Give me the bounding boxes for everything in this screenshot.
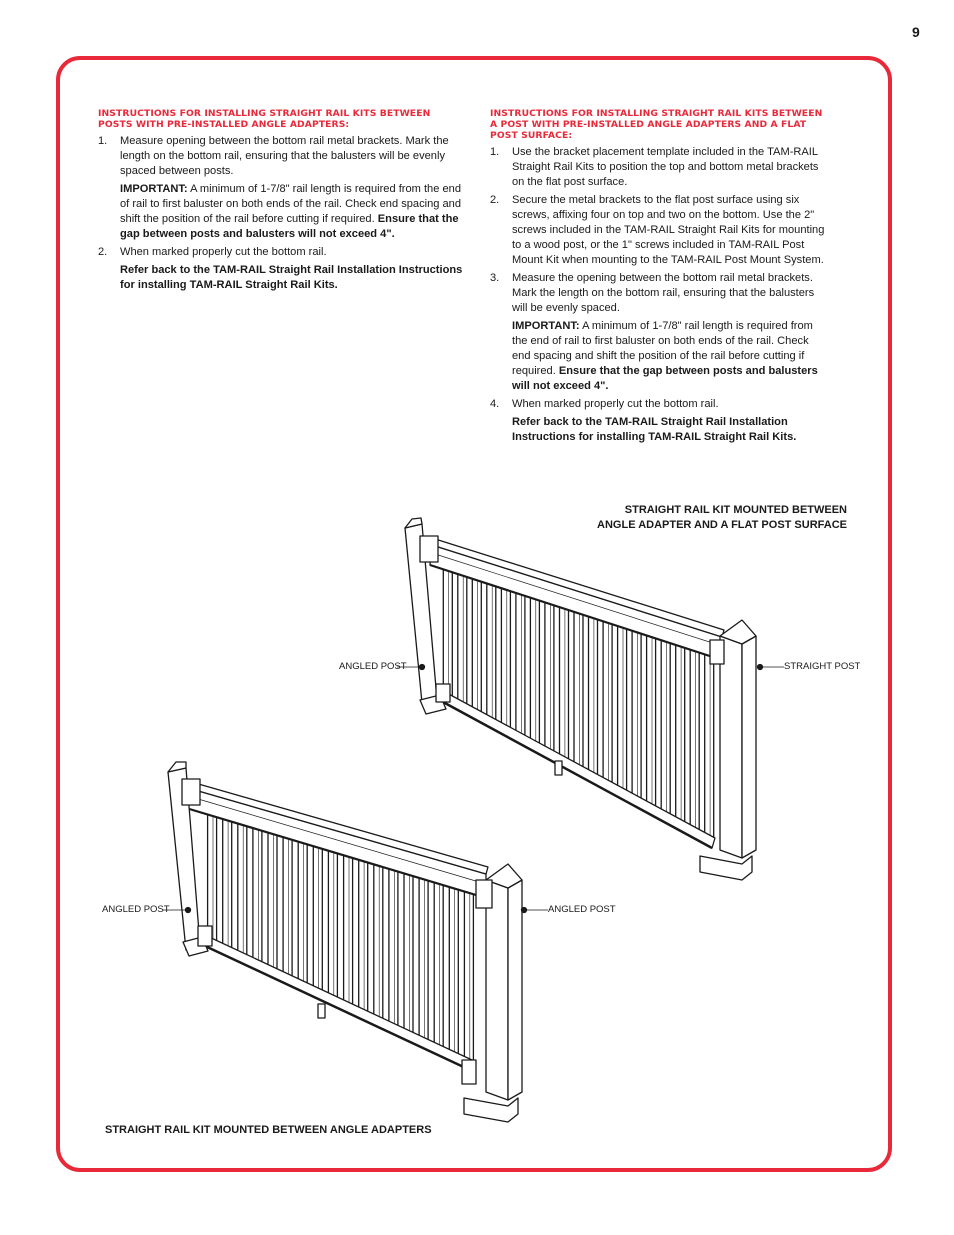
step-number: 1. bbox=[98, 135, 108, 147]
bottom-baluster bbox=[404, 870, 413, 1034]
bottom-left-callout-dot bbox=[186, 908, 191, 913]
top-straight-post-label: STRAIGHT POST bbox=[784, 661, 861, 672]
top-straight-post-side bbox=[742, 636, 756, 858]
important-text: A minimum of 1-7/8" rail length is required from the end of rail to first baluster on both ends of the rail. Check end spacing and shift the position of the rail before cutting if required. bbox=[120, 183, 462, 225]
top-caption-line-2: ANGLE ADAPTER AND A FLAT POST SURFACE bbox=[597, 519, 847, 531]
bottom-baluster bbox=[449, 885, 458, 1054]
step-text: When marked properly cut the bottom rail. bbox=[512, 398, 719, 410]
top-baluster bbox=[443, 562, 452, 699]
top-angle-adapter-top bbox=[420, 536, 438, 562]
bottom-baluster bbox=[344, 850, 353, 1006]
step-text: When marked properly cut the bottom rail. bbox=[120, 246, 327, 258]
bottom-baluster bbox=[389, 865, 398, 1027]
bottom-right-adapter-bottom bbox=[462, 1060, 476, 1084]
top-angle-adapter-bottom bbox=[436, 684, 450, 702]
bottom-baluster bbox=[253, 820, 262, 965]
top-baluster bbox=[676, 640, 685, 823]
top-baluster bbox=[618, 621, 627, 793]
bottom-baluster bbox=[223, 810, 232, 951]
bottom-baluster bbox=[359, 855, 368, 1013]
step-text: Secure the metal brackets to the flat post surface using six screws, affixing four on top and two on the bottom. Use the 2" screws included in the TAM-RAIL Straight Rail Kits for mounting to a wood post, or the 1" screws included in TAM-RAIL Post Mount Kit when mounting to the TAM-RAIL Post Mount System. bbox=[512, 194, 825, 266]
bottom-baluster bbox=[328, 845, 337, 999]
step-number: 3. bbox=[490, 272, 500, 284]
bottom-right-callout-dot bbox=[522, 908, 527, 913]
top-angled-post-label: ANGLED POST bbox=[339, 661, 407, 672]
bottom-left-adapter-top bbox=[182, 779, 200, 805]
top-baluster bbox=[574, 606, 583, 769]
top-baluster bbox=[603, 616, 612, 785]
top-baluster bbox=[545, 596, 554, 753]
bottom-right-post-front bbox=[486, 880, 508, 1100]
bottom-baluster bbox=[283, 830, 292, 978]
bottom-baluster bbox=[374, 860, 383, 1020]
right-heading: INSTRUCTIONS FOR INSTALLING STRAIGHT RAIL KITS BETWEEN A POST WITH PRE-INSTALLED ANGLE ADAPTERS AND A FLAT POST SURFACE: bbox=[490, 108, 823, 141]
left-heading: INSTRUCTIONS FOR INSTALLING STRAIGHT RAIL KITS BETWEEN POSTS WITH PRE-INSTALLED ANGLE ADAPTERS: bbox=[98, 108, 431, 130]
step-number: 2. bbox=[98, 246, 108, 258]
bottom-right-adapter-top bbox=[476, 880, 492, 908]
top-caption-line-1: STRAIGHT RAIL KIT MOUNTED BETWEEN bbox=[624, 504, 847, 516]
top-baluster bbox=[458, 567, 467, 707]
bottom-baluster bbox=[464, 890, 473, 1061]
bottom-figure-caption: STRAIGHT RAIL KIT MOUNTED BETWEEN ANGLE ADAPTERS bbox=[105, 1124, 432, 1136]
top-rail-support-block bbox=[555, 761, 562, 775]
step-text: Use the bracket placement template included in the TAM-RAIL Straight Rail Kits to position the top and bottom metal brackets on the flat post surface. bbox=[512, 146, 819, 188]
bottom-baluster bbox=[434, 880, 443, 1047]
bottom-rail-kit-illustration bbox=[168, 762, 522, 1122]
step-text: Measure the opening between the bottom rail metal brackets. Mark the length on the bottom rail, ensuring that the balusters will be evenly spaced. bbox=[512, 272, 815, 314]
top-rail-bracket bbox=[710, 640, 724, 664]
top-baluster bbox=[560, 601, 569, 761]
bottom-rail-support-block bbox=[318, 1004, 325, 1018]
top-straight-post-front bbox=[720, 636, 742, 858]
top-baluster bbox=[501, 582, 510, 731]
step-number: 4. bbox=[490, 398, 500, 410]
top-right-callout-dot bbox=[758, 665, 763, 670]
page-number: 9 bbox=[912, 24, 920, 40]
bottom-bottom-rail bbox=[205, 936, 472, 1070]
important-text: A minimum of 1-7/8" rail length is required from the end of rail to first baluster on both ends of the rail. Check end spacing and shift the position of the rail before cutting if required. bbox=[512, 320, 813, 377]
top-rail-kit-illustration bbox=[405, 518, 756, 880]
bottom-left-angled-post-label: ANGLED POST bbox=[102, 904, 170, 915]
step-number: 1. bbox=[490, 146, 500, 158]
top-baluster bbox=[530, 592, 539, 747]
refer-note: Refer back to the TAM-RAIL Straight Rail Installation Instructions for installing TAM-RAIL Straight Rail Kits. bbox=[120, 264, 463, 291]
top-baluster bbox=[472, 572, 481, 715]
bottom-baluster bbox=[419, 875, 428, 1040]
important-bold: Ensure that the gap between posts and balusters will not exceed 4". bbox=[120, 213, 459, 240]
bottom-baluster bbox=[298, 835, 307, 985]
bottom-baluster bbox=[268, 825, 277, 972]
top-left-callout-dot bbox=[420, 665, 425, 670]
step-text: Measure opening between the bottom rail metal brackets. Mark the length on the bottom rail, ensuring that the balusters will be evenly spaced between posts. bbox=[120, 135, 449, 177]
top-baluster bbox=[661, 635, 670, 815]
top-baluster bbox=[516, 587, 525, 739]
top-baluster bbox=[705, 650, 714, 839]
step-number: 2. bbox=[490, 194, 500, 206]
top-baluster bbox=[589, 611, 598, 777]
important-bold: Ensure that the gap between posts and balusters will not exceed 4". bbox=[512, 365, 818, 392]
top-straight-post-base bbox=[700, 856, 752, 880]
bottom-baluster bbox=[238, 815, 247, 958]
bottom-right-post-base bbox=[464, 1098, 518, 1122]
bottom-right-angled-post-label: ANGLED POST bbox=[548, 904, 616, 915]
top-baluster bbox=[690, 645, 699, 831]
top-baluster bbox=[647, 630, 656, 807]
top-baluster bbox=[487, 577, 496, 723]
bottom-right-post-side bbox=[508, 880, 522, 1100]
bottom-baluster bbox=[208, 805, 217, 944]
bottom-left-adapter-bottom bbox=[198, 926, 212, 946]
refer-note: Refer back to the TAM-RAIL Straight Rail Installation Instructions for installing TAM-RAIL Straight Rail Kits. bbox=[512, 416, 797, 443]
top-baluster bbox=[632, 625, 641, 799]
important-label: IMPORTANT: bbox=[120, 183, 188, 195]
bottom-baluster bbox=[313, 840, 322, 992]
important-label: IMPORTANT: bbox=[512, 320, 580, 332]
